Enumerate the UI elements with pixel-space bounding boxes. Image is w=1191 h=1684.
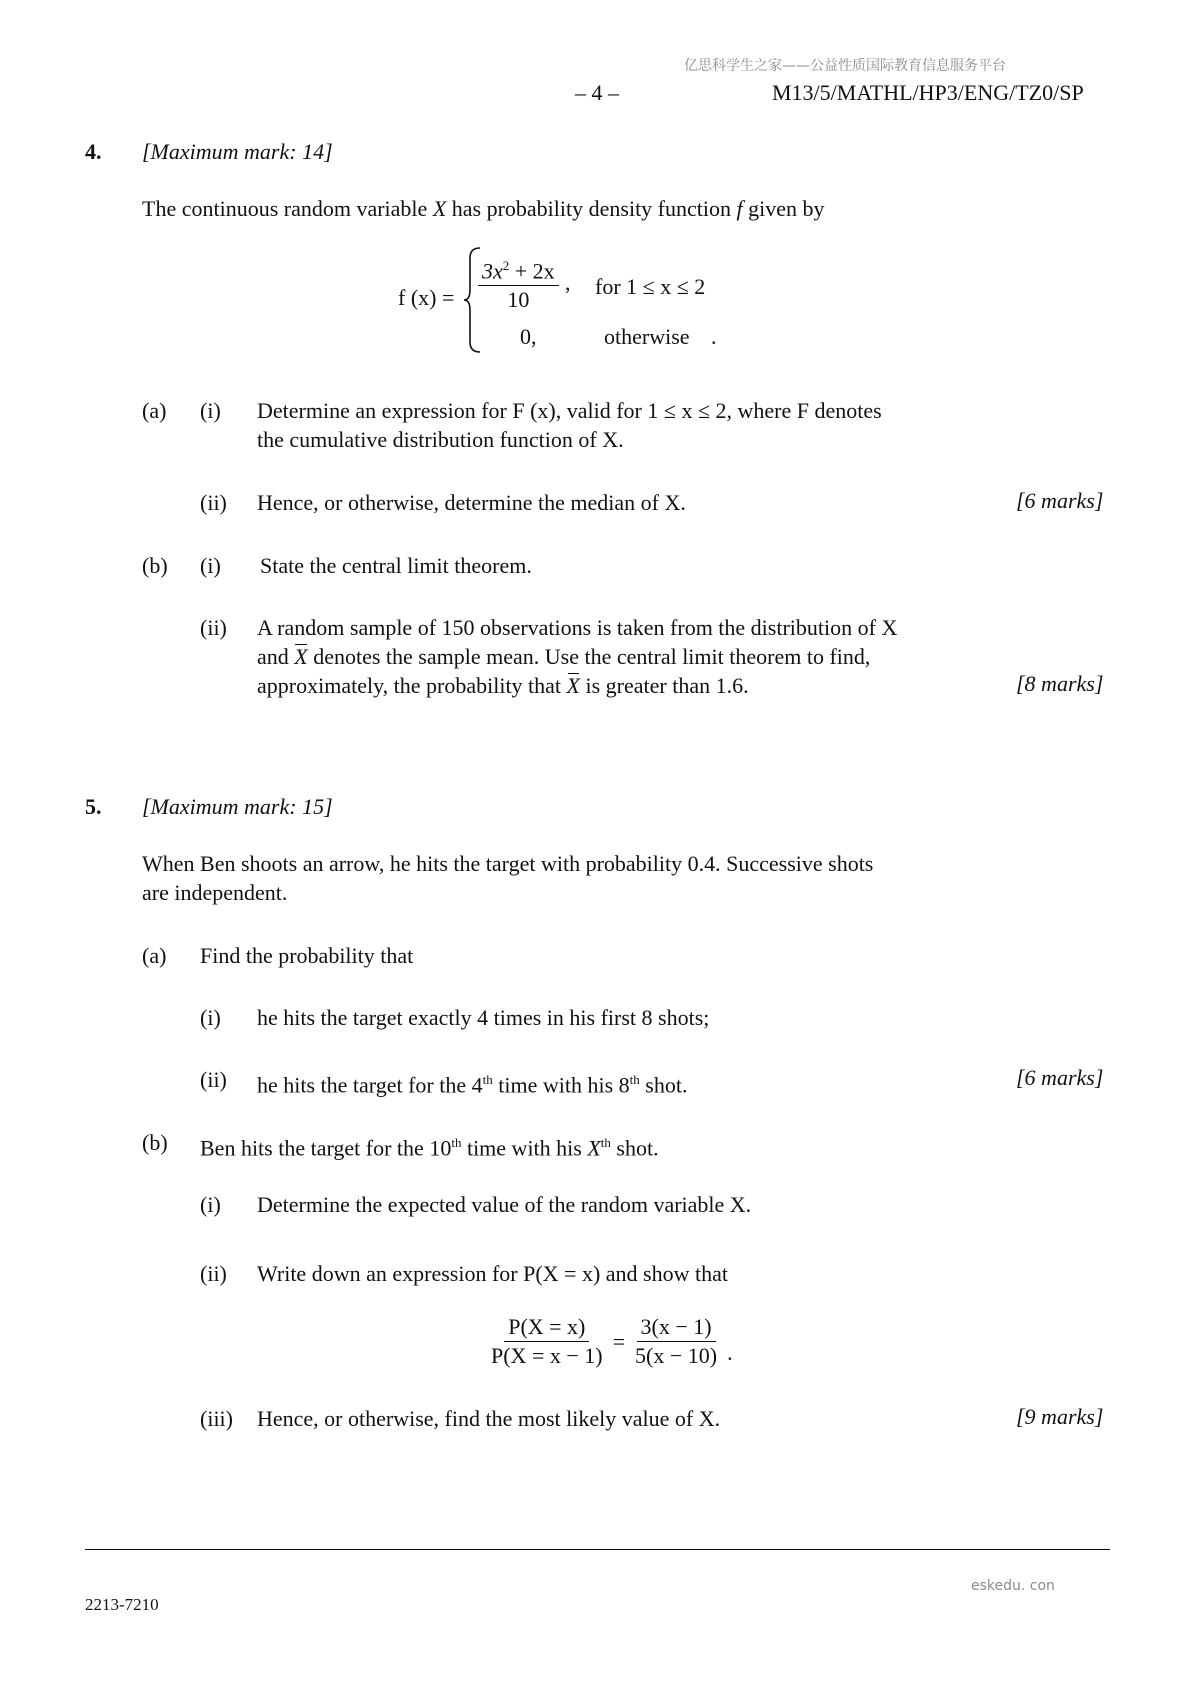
xbar-symbol-2: X — [566, 673, 580, 698]
line2-text-a: and — [257, 644, 289, 669]
intro-var-f: f — [736, 196, 743, 221]
q5-part-a-i-label: (i) — [200, 1005, 221, 1030]
page-number: – 4 – — [575, 80, 619, 105]
pdf-zero: 0, — [520, 324, 537, 349]
question-4-number: 4. — [85, 139, 102, 164]
q4-part-b-i-label: (i) — [200, 553, 221, 578]
a-ii-text-b: time with his 8 — [492, 1072, 630, 1098]
intro-text-a: The continuous random variable — [142, 196, 428, 221]
q4-part-b-i-text: State the central limit theorem. — [260, 553, 532, 578]
q5-part-b-i-label: (i) — [200, 1192, 221, 1217]
a-ii-text-a: he hits the target for the 4 — [257, 1072, 483, 1098]
a-ii-sup-2: th — [629, 1072, 640, 1087]
b-text-b: time with his — [461, 1135, 588, 1161]
q4-part-a-ii-label: (ii) — [200, 490, 227, 515]
line2-text-b: denotes the sample mean. Use the central limit theorem to find, — [313, 644, 871, 669]
b-text-a: Ben hits the target for the 10 — [200, 1135, 452, 1161]
b-sup-1: th — [451, 1135, 462, 1150]
line3-text-a: approximately, the probability that — [257, 673, 562, 698]
q5-part-a-text: Find the probability that — [200, 943, 414, 968]
pdf-condition-1: for 1 ≤ x ≤ 2 — [595, 274, 706, 299]
paper-code: M13/5/MATHL/HP3/ENG/TZ0/SP — [772, 80, 1084, 105]
pdf-period: . — [711, 324, 717, 349]
question-5-intro-line1: When Ben shoots an arrow, he hits the target with probability 0.4. Successive shots — [142, 851, 874, 876]
question-4-intro — [142, 194, 825, 223]
q4-part-b-ii-label: (ii) — [200, 615, 227, 640]
pdf-den: 10 — [507, 287, 530, 313]
q5-part-b-marks: [9 marks] — [1016, 1404, 1104, 1429]
pdf-num-b: + 2x — [509, 258, 555, 284]
footer-code: 2213-7210 — [85, 1595, 159, 1614]
intro-var-x: X — [432, 196, 447, 221]
q5-part-a-ii-text — [257, 1065, 687, 1099]
pdf-num-sup: 2 — [502, 258, 510, 273]
q5-part-a-i-text: he hits the target exactly 4 times in his first 8 shots; — [257, 1005, 710, 1030]
footer-rule — [85, 1549, 1110, 1550]
a-ii-text-c: shot. — [639, 1072, 688, 1098]
q4-part-a-marks: [6 marks] — [1016, 488, 1104, 513]
q4-part-a-i-line1: Determine an expression for F (x), valid for 1 ≤ x ≤ 2, where F denotes — [257, 398, 882, 423]
ratio-den-right: 5(x − 10) — [635, 1343, 718, 1368]
q4-part-a-i-line2: the cumulative distribution function of X. — [257, 427, 624, 452]
ratio-num-right: 3(x − 1) — [637, 1313, 716, 1342]
question-5-max-mark: [Maximum mark: 15] — [142, 794, 333, 819]
intro-text-b: has probability density function — [451, 196, 731, 221]
q5-part-b-iii-text: Hence, or otherwise, find the most likely value of X. — [257, 1406, 721, 1431]
watermark-text: 亿思科学生之家——公益性质国际教育信息服务平台 — [684, 58, 1006, 74]
xbar-symbol: X — [294, 644, 308, 669]
q5-part-a-label: (a) — [142, 943, 167, 968]
q4-part-a-ii-text: Hence, or otherwise, determine the median of X. — [257, 490, 686, 515]
question-5-number: 5. — [85, 794, 102, 819]
pdf-condition-2: otherwise — [604, 324, 690, 349]
q5-part-b-label: (b) — [142, 1130, 168, 1155]
b-var-x: X — [587, 1135, 601, 1161]
q4-part-b-ii-line3 — [257, 671, 749, 700]
question-5-intro-line2: are independent. — [142, 880, 288, 905]
b-sup-2: th — [600, 1135, 611, 1150]
intro-text-c: given by — [748, 196, 825, 221]
q4-part-b-ii-line2 — [257, 642, 870, 671]
line3-text-b: is greater than 1.6. — [585, 673, 749, 698]
q4-part-b-ii-line1: A random sample of 150 observations is taken from the distribution of X — [257, 615, 898, 640]
question-4-max-mark: [Maximum mark: 14] — [142, 139, 333, 164]
q5-part-b-ii-label: (ii) — [200, 1261, 227, 1286]
ratio-period: . — [727, 1340, 733, 1365]
pdf-fraction — [478, 252, 559, 314]
ratio-equals: = — [612, 1329, 626, 1354]
q4-part-a-label: (a) — [142, 398, 167, 423]
b-text-c: shot. — [610, 1135, 659, 1161]
footer-site: eskedu. con — [971, 1578, 1055, 1594]
q5-part-a-ii-label: (ii) — [200, 1067, 227, 1092]
q5-part-b-iii-label: (iii) — [200, 1406, 233, 1431]
q4-part-b-marks: [8 marks] — [1016, 671, 1104, 696]
pdf-comma: , — [565, 270, 571, 295]
q5-part-b-i-text: Determine the expected value of the random variable X. — [257, 1192, 752, 1217]
pdf-num-a: 3x — [482, 258, 503, 284]
pdf-lhs: f (x) = — [398, 285, 455, 310]
q4-part-b-label: (b) — [142, 553, 168, 578]
q5-part-b-text — [200, 1128, 659, 1162]
q4-part-a-i-label: (i) — [200, 398, 221, 423]
ratio-den-left: P(X = x − 1) — [491, 1343, 603, 1368]
q5-part-a-marks: [6 marks] — [1016, 1065, 1104, 1090]
a-ii-sup-1: th — [482, 1072, 493, 1087]
q5-part-b-ii-text: Write down an expression for P(X = x) and show that — [257, 1261, 728, 1286]
ratio-num-left: P(X = x) — [504, 1313, 589, 1342]
ratio-equation — [487, 1313, 733, 1370]
